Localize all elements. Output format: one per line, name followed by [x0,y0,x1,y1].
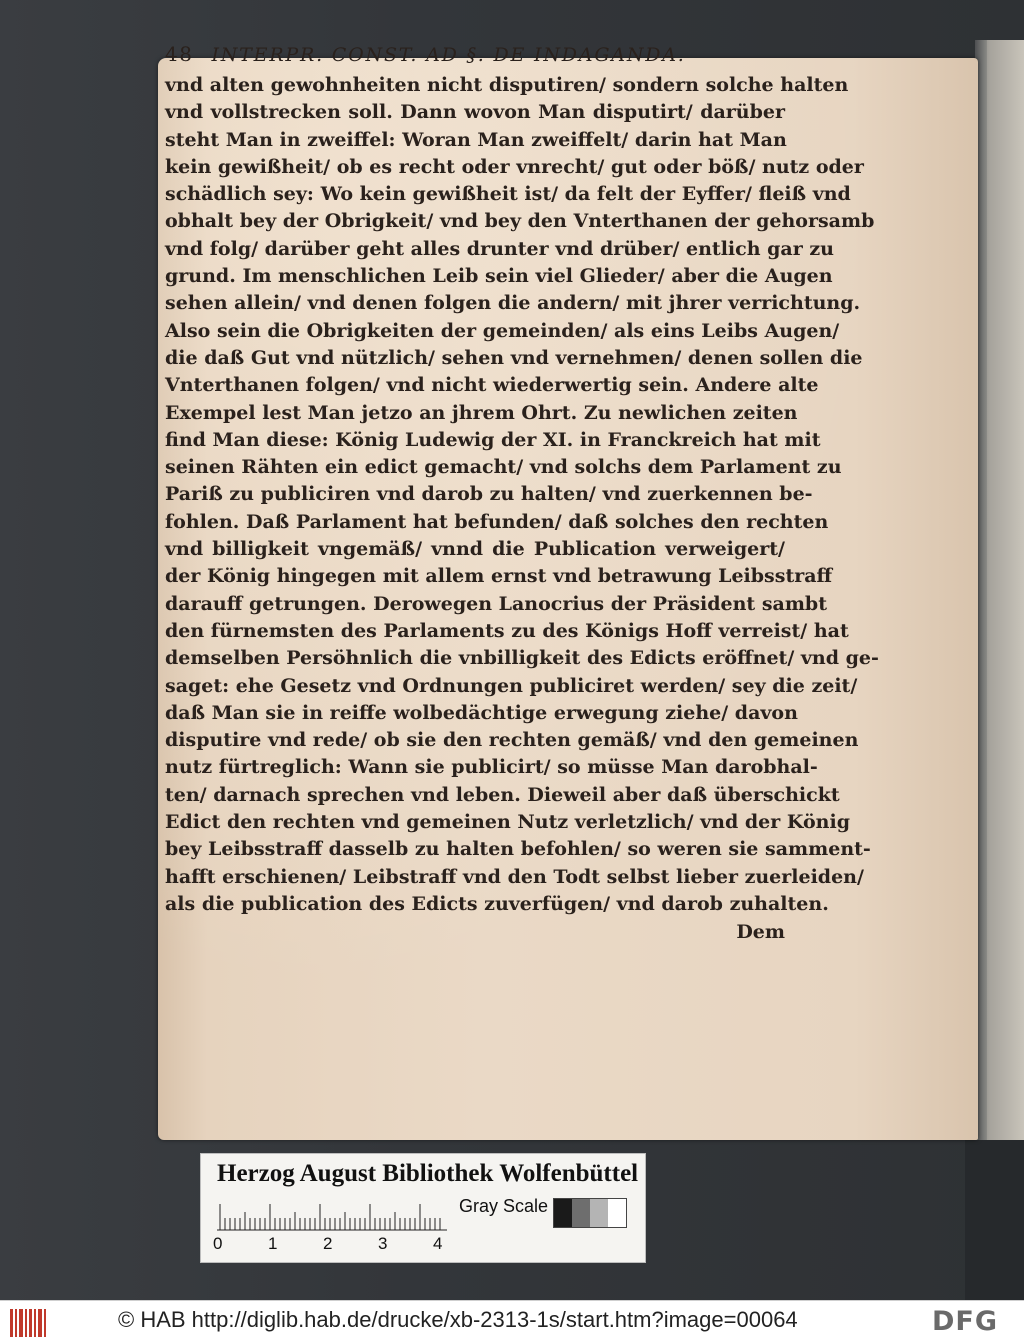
text-line: fohlen. Daß Parlament hat befunden/ daß solches den rechten [165,510,829,533]
text-line: demselben Persöhnlich die vnbilligkeit des Edicts eröffnet/ vnd ge- [165,647,879,670]
text-line: seinen Rähten ein edict gemacht/ vnd solchs dem Parlament zu [165,456,842,479]
page-text-block [165,42,879,946]
ruler-scale [217,1200,447,1232]
text-line: den fürnemsten des Parlaments zu des Königs Hoff verreist/ hat [165,619,849,642]
ruler-number: 2 [323,1234,333,1253]
text-line: nutz fürtreglich: Wann sie publicirt/ so müsse Man darobhal- [165,756,818,779]
text-line: kein gewißheit/ ob es recht oder vnrecht/ gut oder böß/ nutz oder [165,155,864,178]
text-line: der König hingegen mit allem ernst vnd betrawung Leibsstraff [165,565,833,588]
text-lines [165,72,879,918]
text-line: saget: ehe Gesetz vnd Ordnungen publiciret werden/ sey die zeit/ [165,674,858,697]
ruler-number: 3 [378,1234,388,1253]
text-line: sehen allein/ vnd denen folgen die andern/ mit jhrer verrichtung. [165,292,861,315]
library-name: Herzog August Bibliothek Wolfenbüttel [217,1160,639,1187]
running-head-title: INTERPR. CONST. AD §. DE INDAGANDA. [211,44,686,66]
catchword: Dem [736,921,785,944]
text-line: Exempel lest Man jetzo an jhrem Ohrt. Zu newlichen zeiten [165,401,798,424]
grayscale-swatch [572,1199,590,1227]
text-line: vnd billigkeit vngemäß/ vnnd die Publication verweigert/ [165,538,785,561]
page-number: 48 [165,42,194,66]
text-line: disputire vnd rede/ ob sie den rechten gemäß/ vnd den gemeinen [165,729,859,752]
text-line: Pariß zu publiciren vnd darob zu halten/ vnd zuerkennen be- [165,483,813,506]
text-line: die daß Gut vnd nützlich/ sehen vnd vernehmen/ denen sollen die [165,346,863,369]
text-line: Vnterthanen folgen/ vnd nicht wiederwertig sein. Andere alte [165,374,819,397]
footer-bar [0,1300,1024,1343]
text-line: darauff getrungen. Derowegen Lanocrius der Präsident sambt [165,592,827,615]
text-line: ten/ darnach sprechen vnd leben. Dieweil aber daß überschickt [165,783,840,806]
text-line: Also sein die Obrigkeiten der gemeinden/ als eins Leibs Augen/ [165,319,840,342]
text-line: schädlich sey: Wo kein gewißheit ist/ da felt der Eyffer/ fleiß vnd [165,183,851,206]
ruler-number: 0 [213,1234,223,1253]
credit-link[interactable]: © HAB http://diglib.hab.de/drucke/xb-2313-1s/start.htm?image=00064 [118,1307,798,1332]
text-line: vnd vollstrecken soll. Dann wovon Man disputirt/ darüber [165,101,785,124]
text-line: daß Man sie in reiffe wolbedächtige erwegung ziehe/ davon [165,701,798,724]
library-label-card [200,1153,646,1263]
barcode-icon [10,1309,46,1337]
grayscale-swatch [608,1199,626,1227]
text-line: obhalt bey der Obrigkeit/ vnd bey den Vnterthanen der gehorsamb [165,210,875,233]
grayscale-strip [553,1198,627,1228]
text-line: als die publication des Edicts zuverfügen/ vnd darob zuhalten. [165,892,829,915]
grayscale-swatch [554,1199,572,1227]
ruler-numbers [213,1234,453,1256]
grayscale-label: Gray Scale [459,1196,549,1216]
backdrop-lower-right [965,1140,1024,1300]
grayscale-swatch [590,1199,608,1227]
ruler-number: 4 [433,1234,443,1253]
text-line: grund. Im menschlichen Leib sein viel Glieder/ aber die Augen [165,265,833,288]
text-line: vnd alten gewohnheiten nicht disputiren/ sondern solche halten [165,74,849,96]
text-line: find Man diese: König Ludewig der XI. in Franckreich hat mit [165,428,821,451]
text-line: Edict den rechten vnd gemeinen Nutz verletzlich/ vnd der König [165,811,850,834]
running-head [165,42,785,72]
ruler-number: 1 [268,1234,278,1253]
text-line: hafft erschienen/ Leibstraff vnd den Todt selbst lieber zuerleiden/ [165,865,864,888]
dfg-logo: DFG [932,1306,999,1337]
text-line: bey Leibsstraff dasselb zu halten befohlen/ so weren sie samment- [165,838,871,861]
text-line: vnd folg/ darüber geht alles drunter vnd drüber/ entlich gar zu [165,237,834,260]
text-line: steht Man in zweiffel: Woran Man zweiffelt/ darin hat Man [165,128,787,151]
